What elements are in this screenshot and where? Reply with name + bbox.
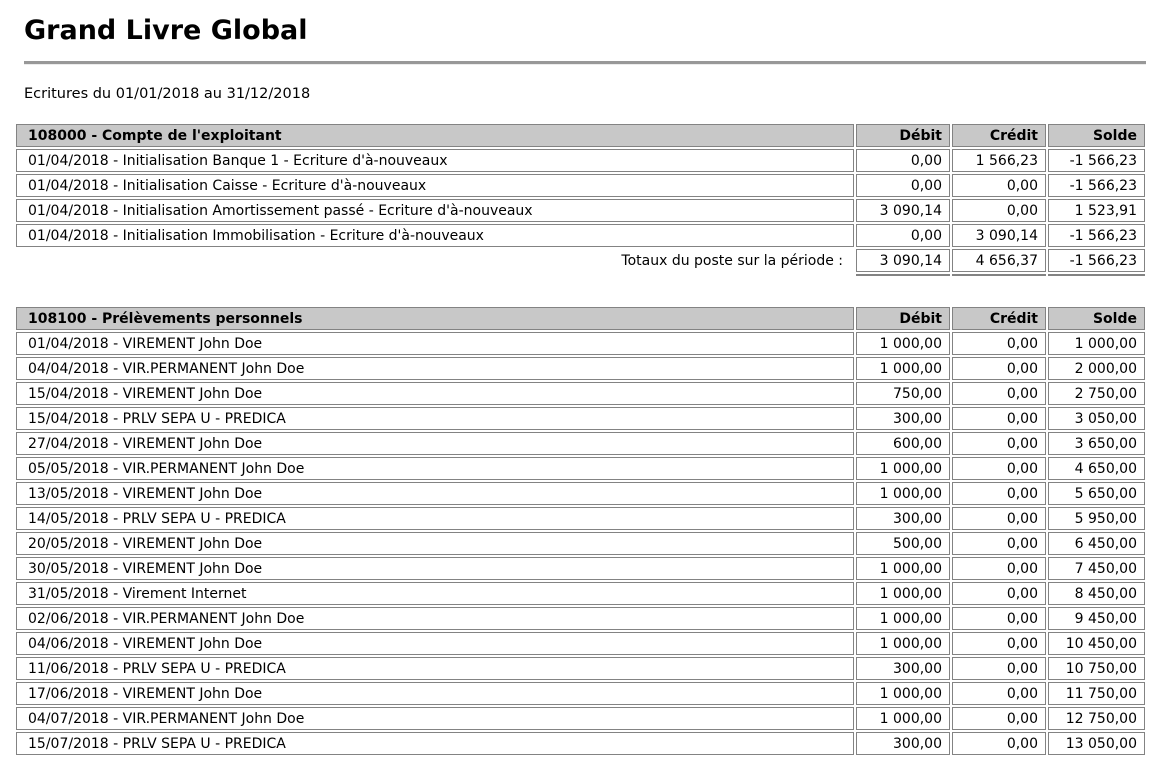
underline-cell-solde xyxy=(1048,274,1145,276)
credit-value: 0,00 xyxy=(952,482,1046,505)
solde-value: -1 566,23 xyxy=(1048,149,1145,172)
debit-value: 0,00 xyxy=(856,224,950,247)
debit-value: 1 000,00 xyxy=(856,482,950,505)
table-row xyxy=(16,657,1145,680)
credit-value: 0,00 xyxy=(952,507,1046,530)
entry-label: 04/04/2018 - VIR.PERMANENT John Doe xyxy=(16,357,854,380)
debit-value: 1 000,00 xyxy=(856,332,950,355)
table-row xyxy=(16,482,1145,505)
credit-value: 0,00 xyxy=(952,657,1046,680)
debit-value: 300,00 xyxy=(856,732,950,755)
entry-label: 01/04/2018 - Initialisation Caisse - Ecriture d'à-nouveaux xyxy=(16,174,854,197)
debit-value: 0,00 xyxy=(856,174,950,197)
solde-value: 7 450,00 xyxy=(1048,557,1145,580)
column-header-credit: Crédit xyxy=(952,307,1046,330)
credit-value: 0,00 xyxy=(952,557,1046,580)
solde-value: 10 450,00 xyxy=(1048,632,1145,655)
solde-value: 3 050,00 xyxy=(1048,407,1145,430)
table-row xyxy=(16,557,1145,580)
table-row xyxy=(16,632,1145,655)
entry-label: 04/07/2018 - VIR.PERMANENT John Doe xyxy=(16,707,854,730)
credit-value: 0,00 xyxy=(952,457,1046,480)
entry-label: 01/04/2018 - Initialisation Banque 1 - Ecriture d'à-nouveaux xyxy=(16,149,854,172)
debit-value: 1 000,00 xyxy=(856,582,950,605)
solde-value: -1 566,23 xyxy=(1048,174,1145,197)
table-row xyxy=(16,432,1145,455)
solde-value: 1 000,00 xyxy=(1048,332,1145,355)
credit-value: 0,00 xyxy=(952,407,1046,430)
table-row xyxy=(16,332,1145,355)
debit-value: 300,00 xyxy=(856,407,950,430)
column-header-debit: Débit xyxy=(856,124,950,147)
table-row xyxy=(16,582,1145,605)
credit-value: 0,00 xyxy=(952,632,1046,655)
ledger-table xyxy=(14,305,1147,757)
account-title: 108000 - Compte de l'exploitant xyxy=(16,124,854,147)
title-divider xyxy=(24,61,1146,65)
debit-value: 1 000,00 xyxy=(856,632,950,655)
solde-value: 5 950,00 xyxy=(1048,507,1145,530)
entry-label: 01/04/2018 - Initialisation Amortissement passé - Ecriture d'à-nouveaux xyxy=(16,199,854,222)
table-row xyxy=(16,532,1145,555)
solde-value: 2 750,00 xyxy=(1048,382,1145,405)
debit-value: 1 000,00 xyxy=(856,557,950,580)
entry-label: 20/05/2018 - VIREMENT John Doe xyxy=(16,532,854,555)
entry-label: 31/05/2018 - Virement Internet xyxy=(16,582,854,605)
table-row xyxy=(16,407,1145,430)
entry-label: 01/04/2018 - VIREMENT John Doe xyxy=(16,332,854,355)
table-row xyxy=(16,607,1145,630)
debit-value: 1 000,00 xyxy=(856,707,950,730)
solde-value: 3 650,00 xyxy=(1048,432,1145,455)
date-range-subtitle: Ecritures du 01/01/2018 au 31/12/2018 xyxy=(24,86,311,102)
solde-value: 1 523,91 xyxy=(1048,199,1145,222)
solde-value: 13 050,00 xyxy=(1048,732,1145,755)
credit-value: 0,00 xyxy=(952,707,1046,730)
table-row xyxy=(16,174,1145,197)
entry-label: 14/05/2018 - PRLV SEPA U - PREDICA xyxy=(16,507,854,530)
credit-value: 3 090,14 xyxy=(952,224,1046,247)
debit-value: 750,00 xyxy=(856,382,950,405)
entry-label: 15/04/2018 - VIREMENT John Doe xyxy=(16,382,854,405)
table-row xyxy=(16,382,1145,405)
column-header-debit: Débit xyxy=(856,307,950,330)
table-row xyxy=(16,357,1145,380)
totals-label: Totaux du poste sur la période : xyxy=(621,252,843,269)
entry-label: 04/06/2018 - VIREMENT John Doe xyxy=(16,632,854,655)
credit-value: 0,00 xyxy=(952,582,1046,605)
debit-value: 500,00 xyxy=(856,532,950,555)
page-title: Grand Livre Global xyxy=(24,15,308,46)
entry-label: 15/04/2018 - PRLV SEPA U - PREDICA xyxy=(16,407,854,430)
table-row xyxy=(16,707,1145,730)
table-row xyxy=(16,224,1145,247)
credit-value: 0,00 xyxy=(952,382,1046,405)
account-header-row xyxy=(16,124,1145,147)
table-row xyxy=(16,682,1145,705)
credit-value: 0,00 xyxy=(952,199,1046,222)
entry-label: 17/06/2018 - VIREMENT John Doe xyxy=(16,682,854,705)
totals-underline-row xyxy=(16,274,1145,276)
debit-value: 600,00 xyxy=(856,432,950,455)
solde-value: 10 750,00 xyxy=(1048,657,1145,680)
credit-value: 0,00 xyxy=(952,607,1046,630)
solde-value: 2 000,00 xyxy=(1048,357,1145,380)
solde-value: 9 450,00 xyxy=(1048,607,1145,630)
column-header-credit: Crédit xyxy=(952,124,1046,147)
totals-row xyxy=(16,249,1145,272)
spacer-cell xyxy=(16,274,854,276)
totals-credit-value: 4 656,37 xyxy=(952,249,1046,272)
entry-label: 13/05/2018 - VIREMENT John Doe xyxy=(16,482,854,505)
solde-value: 5 650,00 xyxy=(1048,482,1145,505)
credit-value: 0,00 xyxy=(952,357,1046,380)
table-row xyxy=(16,457,1145,480)
entry-label: 01/04/2018 - Initialisation Immobilisation - Ecriture d'à-nouveaux xyxy=(16,224,854,247)
column-header-solde: Solde xyxy=(1048,307,1145,330)
debit-value: 300,00 xyxy=(856,657,950,680)
ledger-sections xyxy=(14,122,1147,757)
account-header-row xyxy=(16,307,1145,330)
table-row xyxy=(16,507,1145,530)
credit-value: 0,00 xyxy=(952,432,1046,455)
entry-label: 30/05/2018 - VIREMENT John Doe xyxy=(16,557,854,580)
debit-value: 3 090,14 xyxy=(856,199,950,222)
credit-value: 0,00 xyxy=(952,532,1046,555)
solde-value: 12 750,00 xyxy=(1048,707,1145,730)
credit-value: 0,00 xyxy=(952,332,1046,355)
solde-value: 8 450,00 xyxy=(1048,582,1145,605)
column-header-solde: Solde xyxy=(1048,124,1145,147)
debit-value: 1 000,00 xyxy=(856,682,950,705)
solde-value: -1 566,23 xyxy=(1048,224,1145,247)
totals-solde-value: -1 566,23 xyxy=(1048,249,1145,272)
credit-value: 0,00 xyxy=(952,682,1046,705)
account-title: 108100 - Prélèvements personnels xyxy=(16,307,854,330)
table-row xyxy=(16,732,1145,755)
credit-value: 0,00 xyxy=(952,732,1046,755)
debit-value: 0,00 xyxy=(856,149,950,172)
totals-debit-value: 3 090,14 xyxy=(856,249,950,272)
solde-value: 4 650,00 xyxy=(1048,457,1145,480)
solde-value: 11 750,00 xyxy=(1048,682,1145,705)
credit-value: 1 566,23 xyxy=(952,149,1046,172)
table-row xyxy=(16,149,1145,172)
debit-value: 300,00 xyxy=(856,507,950,530)
debit-value: 1 000,00 xyxy=(856,457,950,480)
underline-cell-credit xyxy=(952,274,1046,276)
credit-value: 0,00 xyxy=(952,174,1046,197)
entry-label: 05/05/2018 - VIR.PERMANENT John Doe xyxy=(16,457,854,480)
table-row xyxy=(16,199,1145,222)
underline-cell-debit xyxy=(856,274,950,276)
entry-label: 11/06/2018 - PRLV SEPA U - PREDICA xyxy=(16,657,854,680)
entry-label: 15/07/2018 - PRLV SEPA U - PREDICA xyxy=(16,732,854,755)
debit-value: 1 000,00 xyxy=(856,357,950,380)
entry-label: 27/04/2018 - VIREMENT John Doe xyxy=(16,432,854,455)
solde-value: 6 450,00 xyxy=(1048,532,1145,555)
entry-label: 02/06/2018 - VIR.PERMANENT John Doe xyxy=(16,607,854,630)
ledger-table xyxy=(14,122,1147,278)
debit-value: 1 000,00 xyxy=(856,607,950,630)
